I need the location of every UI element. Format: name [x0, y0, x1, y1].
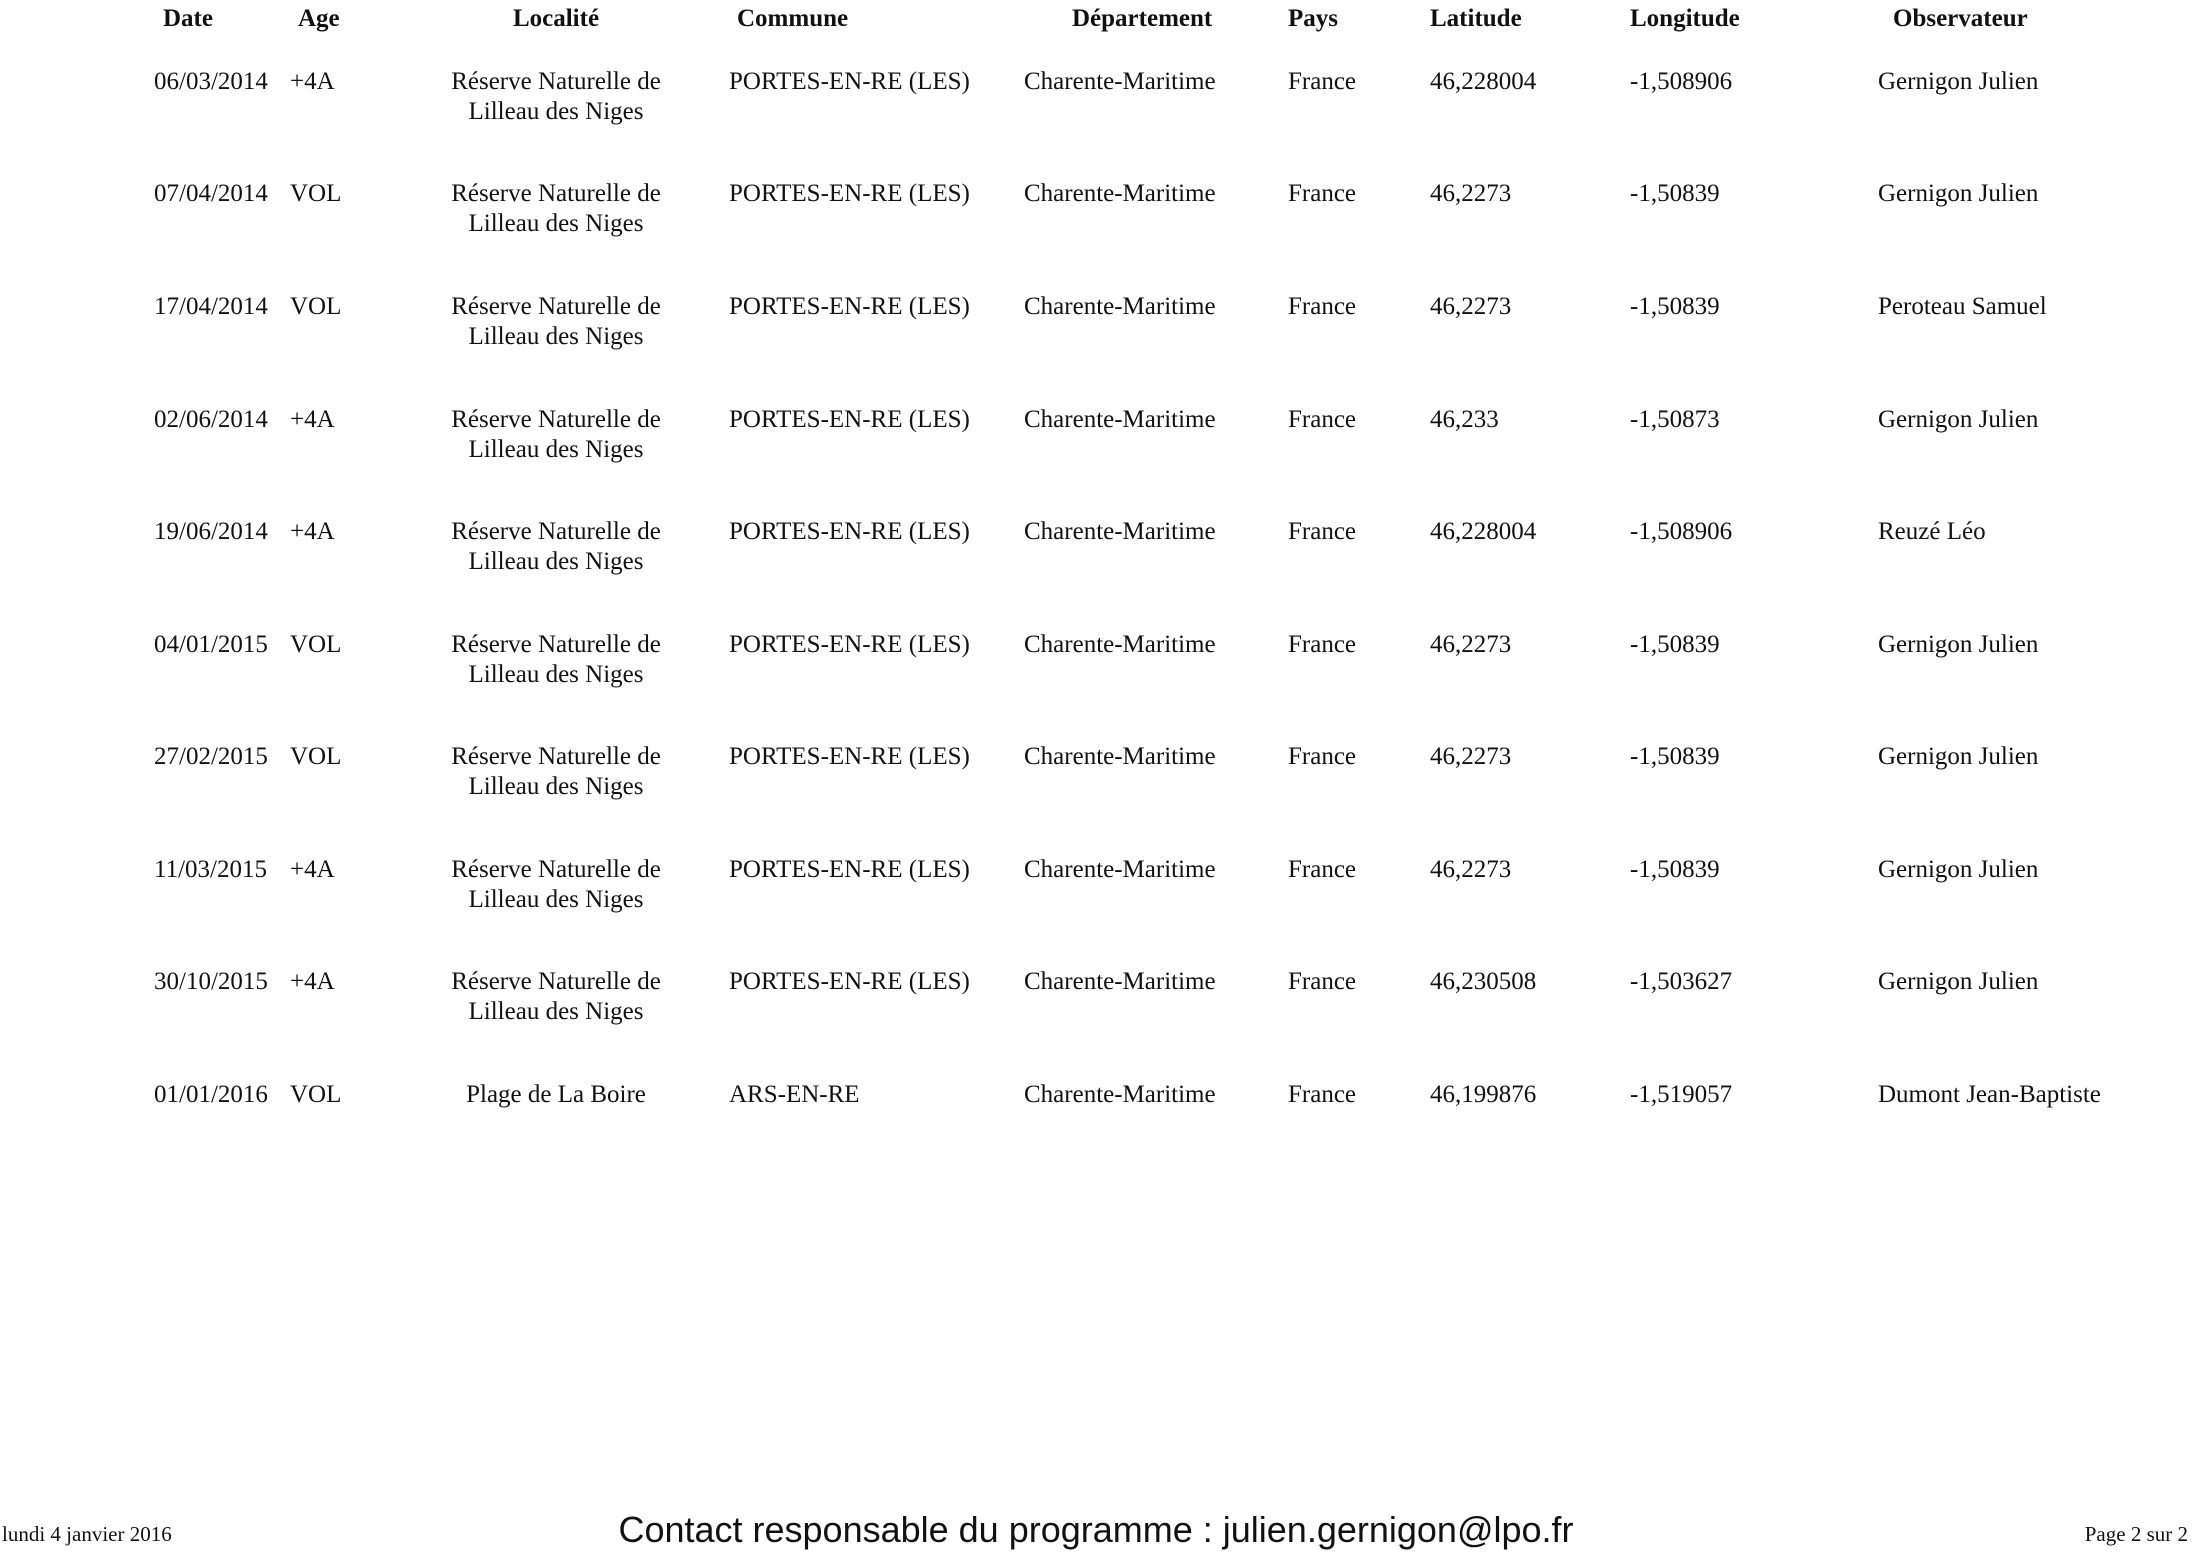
cell-longitude: -1,503627 — [1630, 968, 1733, 995]
cell-localite: Réserve Naturelle de Lilleau des Niges — [451, 968, 661, 1025]
cell-latitude: 46,230508 — [1430, 968, 1537, 995]
header-age: Age — [298, 5, 340, 32]
page-footer — [0, 1505, 2192, 1555]
cell-date: 11/03/2015 — [154, 856, 267, 883]
cell-commune: PORTES-EN-RE (LES) — [729, 856, 970, 883]
footer-date: lundi 4 janvier 2016 — [2, 1522, 172, 1546]
cell-localite: Réserve Naturelle de Lilleau des Niges — [451, 743, 661, 800]
cell-localite: Réserve Naturelle de Lilleau des Niges — [451, 631, 661, 688]
cell-date: 01/01/2016 — [154, 1081, 268, 1108]
cell-departement: Charente-Maritime — [1024, 293, 1216, 320]
table-row — [0, 630, 2192, 742]
cell-localite: Réserve Naturelle de Lilleau des Niges — [451, 406, 661, 463]
cell-commune: PORTES-EN-RE (LES) — [729, 743, 970, 770]
header-latitude: Latitude — [1430, 5, 1522, 32]
cell-age: +4A — [290, 518, 335, 545]
table-row — [0, 517, 2192, 629]
cell-longitude: -1,50839 — [1630, 631, 1720, 658]
cell-observateur: Reuzé Léo — [1878, 518, 1986, 545]
cell-age: VOL — [290, 743, 342, 770]
cell-commune: PORTES-EN-RE (LES) — [729, 293, 970, 320]
cell-departement: Charente-Maritime — [1024, 968, 1216, 995]
cell-date: 07/04/2014 — [154, 180, 268, 207]
cell-observateur: Gernigon Julien — [1878, 743, 2039, 770]
cell-departement: Charente-Maritime — [1024, 631, 1216, 658]
cell-observateur: Dumont Jean-Baptiste — [1878, 1081, 2101, 1108]
cell-commune: PORTES-EN-RE (LES) — [729, 518, 970, 545]
cell-pays: France — [1288, 968, 1357, 995]
cell-observateur: Gernigon Julien — [1878, 631, 2039, 658]
cell-longitude: -1,508906 — [1630, 68, 1733, 95]
cell-departement: Charente-Maritime — [1024, 68, 1216, 95]
cell-pays: France — [1288, 68, 1357, 95]
cell-pays: France — [1288, 518, 1357, 545]
footer-page-number: Page 2 sur 2 — [2084, 1522, 2188, 1546]
cell-latitude: 46,228004 — [1430, 68, 1537, 95]
cell-pays: France — [1288, 743, 1357, 770]
header-longitude: Longitude — [1630, 5, 1740, 32]
table-row — [0, 742, 2192, 854]
footer-contact: Contact responsable du programme : julien.gernigon@lpo.fr — [618, 1509, 1574, 1550]
cell-latitude: 46,233 — [1430, 406, 1499, 433]
header-pays: Pays — [1288, 5, 1338, 32]
cell-localite: Réserve Naturelle de Lilleau des Niges — [451, 293, 661, 350]
table-row — [0, 1080, 2192, 1192]
cell-date: 04/01/2015 — [154, 631, 268, 658]
cell-commune: ARS-EN-RE — [729, 1081, 860, 1108]
cell-observateur: Gernigon Julien — [1878, 68, 2039, 95]
cell-date: 30/10/2015 — [154, 968, 268, 995]
cell-latitude: 46,2273 — [1430, 293, 1512, 320]
cell-observateur: Gernigon Julien — [1878, 968, 2039, 995]
cell-age: +4A — [290, 406, 335, 433]
cell-latitude: 46,199876 — [1430, 1081, 1537, 1108]
cell-longitude: -1,50839 — [1630, 293, 1720, 320]
cell-observateur: Gernigon Julien — [1878, 406, 2039, 433]
cell-localite: Réserve Naturelle de Lilleau des Niges — [451, 518, 661, 575]
cell-latitude: 46,2273 — [1430, 180, 1512, 207]
cell-longitude: -1,50873 — [1630, 406, 1720, 433]
cell-longitude: -1,50839 — [1630, 856, 1720, 883]
header-departement: Département — [1072, 5, 1213, 32]
table-row — [0, 855, 2192, 967]
cell-commune: PORTES-EN-RE (LES) — [729, 68, 970, 95]
cell-age: VOL — [290, 180, 342, 207]
cell-date: 02/06/2014 — [154, 406, 268, 433]
cell-latitude: 46,2273 — [1430, 856, 1512, 883]
cell-date: 06/03/2014 — [154, 68, 268, 95]
cell-date: 27/02/2015 — [154, 743, 268, 770]
cell-longitude: -1,519057 — [1630, 1081, 1733, 1108]
cell-commune: PORTES-EN-RE (LES) — [729, 631, 970, 658]
cell-localite: Réserve Naturelle de Lilleau des Niges — [451, 856, 661, 913]
header-localite: Localité — [512, 5, 600, 32]
cell-commune: PORTES-EN-RE (LES) — [729, 406, 970, 433]
cell-departement: Charente-Maritime — [1024, 518, 1216, 545]
cell-age: +4A — [290, 968, 335, 995]
cell-departement: Charente-Maritime — [1024, 1081, 1216, 1108]
cell-longitude: -1,508906 — [1630, 518, 1733, 545]
cell-age: VOL — [290, 293, 342, 320]
table-row — [0, 292, 2192, 404]
table-row — [0, 967, 2192, 1079]
cell-age: +4A — [290, 68, 335, 95]
cell-commune: PORTES-EN-RE (LES) — [729, 968, 970, 995]
cell-localite: Réserve Naturelle de Lilleau des Niges — [451, 180, 661, 237]
cell-pays: France — [1288, 631, 1357, 658]
cell-age: +4A — [290, 856, 335, 883]
header-commune: Commune — [737, 5, 849, 32]
cell-pays: France — [1288, 180, 1357, 207]
cell-departement: Charente-Maritime — [1024, 406, 1216, 433]
table-row — [0, 405, 2192, 517]
cell-observateur: Peroteau Samuel — [1878, 293, 2047, 320]
cell-localite: Plage de La Boire — [466, 1081, 646, 1108]
cell-commune: PORTES-EN-RE (LES) — [729, 180, 970, 207]
cell-longitude: -1,50839 — [1630, 743, 1720, 770]
cell-pays: France — [1288, 406, 1357, 433]
cell-latitude: 46,2273 — [1430, 631, 1512, 658]
table-header — [0, 0, 2192, 40]
cell-latitude: 46,2273 — [1430, 743, 1512, 770]
cell-latitude: 46,228004 — [1430, 518, 1537, 545]
cell-age: VOL — [290, 631, 342, 658]
cell-age: VOL — [290, 1081, 342, 1108]
table-row — [0, 67, 2192, 179]
cell-date: 17/04/2014 — [154, 293, 268, 320]
cell-observateur: Gernigon Julien — [1878, 856, 2039, 883]
cell-observateur: Gernigon Julien — [1878, 180, 2039, 207]
cell-longitude: -1,50839 — [1630, 180, 1720, 207]
cell-pays: France — [1288, 856, 1357, 883]
cell-date: 19/06/2014 — [154, 518, 268, 545]
cell-pays: France — [1288, 293, 1357, 320]
cell-localite: Réserve Naturelle de Lilleau des Niges — [451, 68, 661, 125]
header-date: Date — [163, 5, 213, 32]
header-observateur: Observateur — [1893, 5, 2028, 32]
cell-departement: Charente-Maritime — [1024, 856, 1216, 883]
cell-pays: France — [1288, 1081, 1357, 1108]
cell-departement: Charente-Maritime — [1024, 743, 1216, 770]
cell-departement: Charente-Maritime — [1024, 180, 1216, 207]
table-row — [0, 179, 2192, 291]
